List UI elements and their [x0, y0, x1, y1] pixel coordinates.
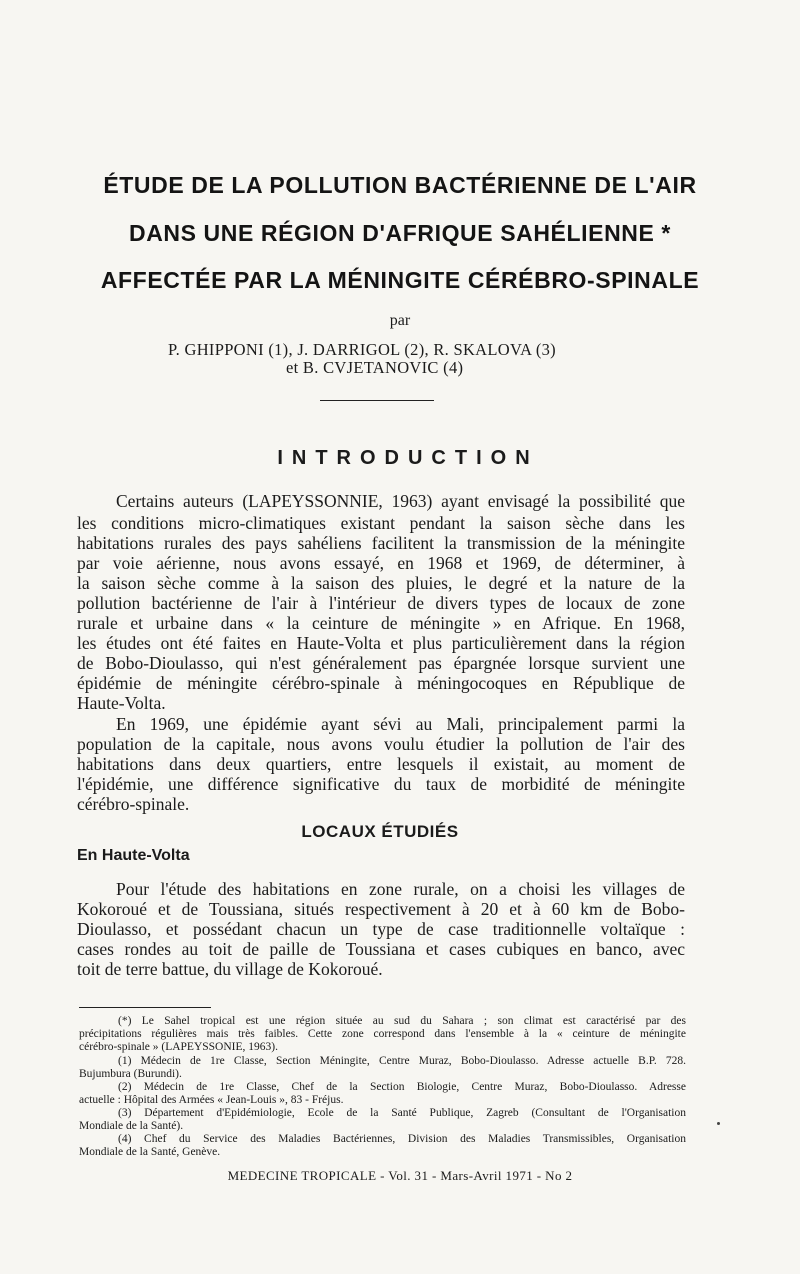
footnote-star-line: précipitations régulières mais très faibles. Cette zone correspond dans l'ensemble à la « ceinture de méningite	[79, 1028, 686, 1040]
locaux-heading: LOCAUX ÉTUDIÉS	[301, 822, 459, 841]
intro-p1-line: par voie aérienne, nous avons essayé, en 1968 et 1969, de déterminer, à	[77, 553, 685, 573]
intro-p1-line: la saison sèche comme à la saison des pluies, le degré et la nature de la	[77, 573, 685, 593]
authors-line-1: P. GHIPPONI (1), J. DARRIGOL (2), R. SKALOVA (3)	[168, 340, 556, 359]
intro-p2-line: En 1969, une épidémie ayant sévi au Mali, principalement parmi la	[116, 714, 685, 734]
intro-p2-line: l'épidémie, une différence significative du taux de morbidité de méningite	[77, 774, 685, 794]
title-line-2: DANS UNE RÉGION D'AFRIQUE SAHÉLIENNE *	[129, 220, 671, 246]
footnote-1-line: Bujumbura (Burundi).	[79, 1068, 182, 1080]
footnote-3-line: (3) Département d'Epidémiologie, Ecole de la Santé Publique, Zagreb (Consultant de l'Organisation	[118, 1107, 686, 1119]
footnote-star-line: (*) Le Sahel tropical est une région située au sud du Sahara ; son climat est caractérisé par des	[118, 1015, 686, 1027]
intro-p1-line: épidémie de méningite cérébro-spinale à méningocoques en République de	[77, 673, 685, 693]
footnote-star-line: cérébro-spinale » (LAPEYSSONIE, 1963).	[79, 1041, 278, 1053]
journal-footer: MEDECINE TROPICALE - Vol. 31 - Mars-Avril 1971 - No 2	[227, 1168, 573, 1183]
title-line-3: AFFECTÉE PAR LA MÉNINGITE CÉRÉBRO-SPINALE	[100, 267, 700, 293]
footnote-1-line: (1) Médecin de 1re Classe, Section Méningite, Centre Muraz, Bobo-Dioulasso. Adresse actuelle B.P. 728.	[118, 1055, 686, 1067]
intro-p1-line: pollution bactérienne de l'air à l'intérieur de divers types de locaux de zone	[77, 593, 685, 613]
locaux-p1-line: toit de terre battue, du village de Kokoroué.	[77, 959, 383, 979]
scan-speck	[372, 56, 398, 62]
intro-p1-line: les études ont été faites en Haute-Volta et plus particulièrement dans la région	[77, 633, 685, 653]
intro-p2-line: habitations dans deux quartiers, entre lesquels il existait, au moment de	[77, 754, 685, 774]
footnote-4-line: (4) Chef du Service des Maladies Bactériennes, Division des Maladies Transmissibles, Organisation	[118, 1133, 686, 1145]
locaux-p1-line: Pour l'étude des habitations en zone rurale, on a choisi les villages de	[116, 879, 685, 899]
footnote-2-line: actuelle : Hôpital des Armées « Jean-Louis », 83 - Fréjus.	[79, 1094, 344, 1106]
authors-line-2: et B. CVJETANOVIC (4)	[286, 358, 464, 377]
intro-p1-line: Haute-Volta.	[77, 693, 166, 713]
byline-par: par	[389, 312, 411, 329]
intro-p1-line: de Bobo-Dioulasso, qui n'est généralement pas épargnée lorsque survient une	[77, 653, 685, 673]
intro-p1-line: les conditions micro-climatiques existant pendant la saison sèche dans les	[77, 513, 685, 533]
intro-p1-line: habitations rurales des pays sahéliens facilitent la transmission de la méningite	[77, 533, 685, 553]
footnote-2-line: (2) Médecin de 1re Classe, Chef de la Section Biologie, Centre Muraz, Bobo-Dioulasso. Adresse	[118, 1081, 686, 1093]
locaux-p1-line: Kokoroué et de Toussiana, situés respectivement à 20 et à 60 km de Bobo-	[77, 899, 685, 919]
footnote-divider	[79, 1007, 211, 1008]
title-divider	[320, 400, 434, 401]
locaux-p1-line: Dioulasso, et possédant chacun un type de case traditionnelle voltaïque :	[77, 919, 685, 939]
footnote-3-line: Mondiale de la Santé).	[79, 1120, 184, 1132]
title-line-1: ÉTUDE DE LA POLLUTION BACTÉRIENNE DE L'AIR	[103, 172, 697, 198]
introduction-heading: INTRODUCTION	[277, 447, 539, 469]
intro-p1-line: Certains auteurs (LAPEYSSONNIE, 1963) ayant envisagé la possibilité que	[116, 491, 685, 511]
intro-p1-line: rurale et urbaine dans « la ceinture de méningite » en Afrique. En 1968,	[77, 613, 685, 633]
intro-p2-line: cérébro-spinale.	[77, 794, 190, 814]
intro-p2-line: population de la capitale, nous avons voulu étudier la pollution de l'air des	[77, 734, 685, 754]
locaux-p1-line: cases rondes au toit de paille de Toussiana et cases cubiques en banco, avec	[77, 939, 685, 959]
scan-dot	[717, 1122, 720, 1125]
haute-volta-subheading: En Haute-Volta	[77, 847, 190, 864]
footnote-4-line: Mondiale de la Santé, Genève.	[79, 1146, 221, 1158]
